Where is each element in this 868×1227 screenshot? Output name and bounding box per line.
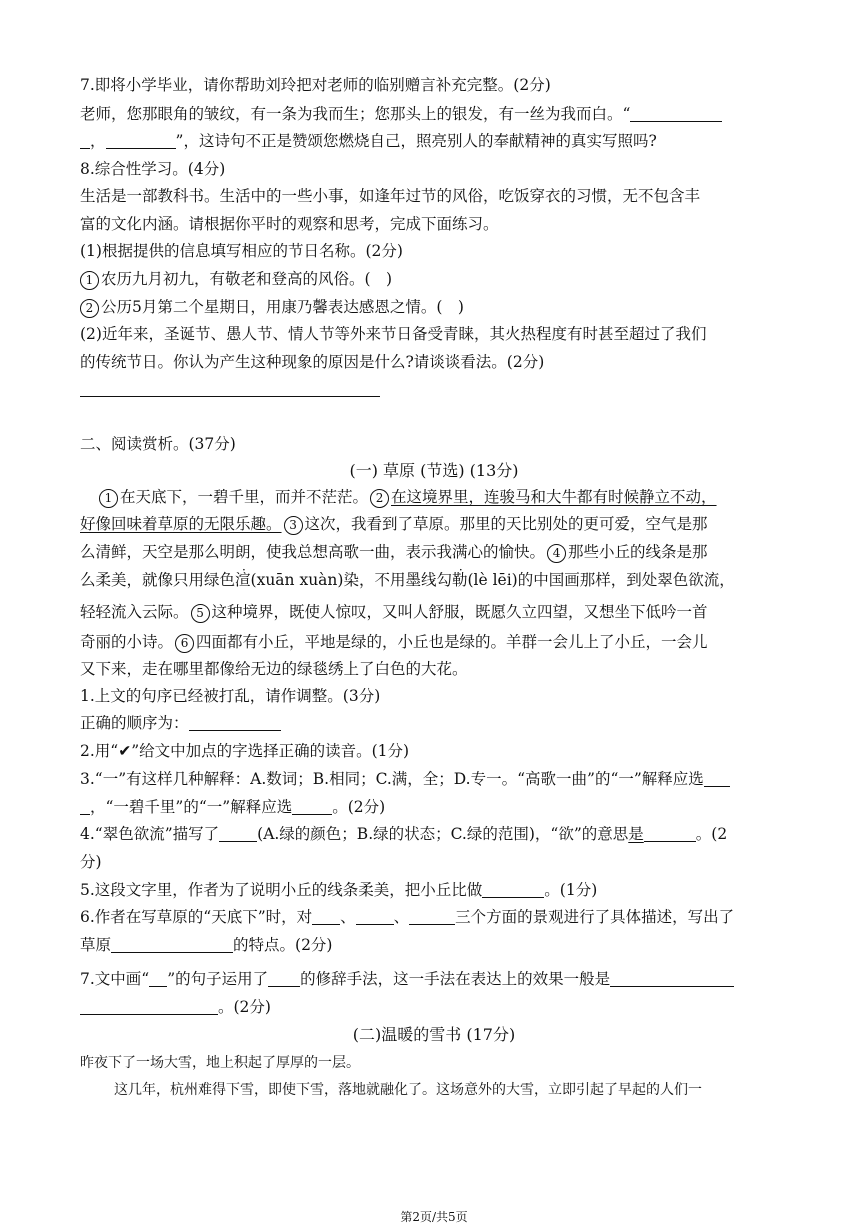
circled-number: 6 xyxy=(175,634,194,653)
q7-body1: 老师，您那眼角的皱纹，有一条为我而生；您那头上的银发，有一丝为我而白。“ xyxy=(80,105,631,123)
passage-line-2 xyxy=(80,514,708,535)
answer-blank[interactable] xyxy=(644,825,696,842)
circled-number: 2 xyxy=(80,299,99,318)
q7-comma: ， xyxy=(90,132,106,150)
q8-item-2 xyxy=(80,297,464,318)
sentence-4-cont-b: (xuān xuàn)染，不用墨线勾 xyxy=(250,571,452,589)
question-4-text-a: 4.“翠色欲流”描写了 xyxy=(80,825,220,843)
sentence-2a: 在这境界里，连骏马和大牛都有时候静立不动， xyxy=(391,488,717,506)
answer-blank[interactable] xyxy=(80,132,90,149)
sentence-3: 这次，我看到了草原。那里的天比别处的更可爱，空气是那 xyxy=(304,515,708,533)
passage-line-7: 又下来，走在哪里都像给无边的绿毯绣上了白色的大花。 xyxy=(80,660,468,678)
answer-blank[interactable] xyxy=(292,798,332,815)
answer-blank[interactable] xyxy=(80,998,218,1015)
question-2: 2.用“✔”给文中加点的字选择正确的读音。(1分) xyxy=(80,742,410,760)
question-3-line2 xyxy=(80,797,385,817)
q8-item1-text: 农历九月初九，有敬老和登高的风俗。( ) xyxy=(101,270,393,288)
q8-sub2-2: 的传统节日。你认为产生这种现象的原因是什么?请谈谈看法。(2分) xyxy=(80,353,545,371)
sentence-4-end: 轻轻流入云际。 xyxy=(80,603,189,621)
question-4-cont: 分) xyxy=(80,853,102,871)
question-7-text-c: 的修辞手法，这一手法在表达上的效果一般是 xyxy=(300,970,611,988)
section-title: 二、阅读赏析。(37分) xyxy=(80,435,236,453)
question-7-score: 。(2分) xyxy=(218,998,271,1016)
question-3-text-b: ，“一碧千里”的“一”解释应选 xyxy=(90,798,293,816)
answer-blank[interactable] xyxy=(189,714,281,731)
sentence-4-cont-a: 么柔美，就像只用绿色 xyxy=(80,571,236,589)
question-3-line1 xyxy=(80,769,730,789)
answer-blank[interactable] xyxy=(409,908,455,925)
circled-number: 1 xyxy=(80,271,99,290)
question-3-text: 3.“一”有这样几种解释：A.数词；B.相同；C.满，全；D.专一。“高歌一曲”的“一”解释应选 xyxy=(80,770,704,788)
sentence-6: 四面都有小丘，平地是绿的，小丘也是绿的。羊群一会儿上了小丘，一会儿 xyxy=(196,633,708,651)
passage1-title: (一) 草原 (节选) (13分) xyxy=(349,461,519,480)
question-4-score: 。(2 xyxy=(695,825,728,843)
q7-body-line1 xyxy=(80,104,722,124)
passage2-line-1: 昨夜下了一场大雪，地上积起了厚厚的一层。 xyxy=(80,1055,360,1071)
dotted-char: 渲 xyxy=(235,571,251,589)
sentence-2b: 好像回味着草原的无限乐趣。 xyxy=(80,515,282,533)
question-5-text: 5.这段文字里，作者为了说明小丘的线条柔美，把小丘比做 xyxy=(80,881,483,899)
answer-blank[interactable] xyxy=(111,936,233,953)
circled-number: 3 xyxy=(284,516,303,535)
passage-line-3 xyxy=(80,542,708,563)
answer-blank[interactable] xyxy=(106,132,176,149)
answer-blank[interactable] xyxy=(268,970,300,987)
question-6-text-b: 三个方面的景观进行了具体描述，写出了 xyxy=(455,908,735,926)
passage-line-6 xyxy=(80,632,708,653)
q8-intro-2: 富的文化内涵。请根据你平时的观察和思考，完成下面练习。 xyxy=(80,215,499,233)
q7-title: 7.即将小学毕业，请你帮助刘玲把对老师的临别赠言补充完整。(2分) xyxy=(80,76,551,94)
q8-sub1: (1)根据提供的信息填写相应的节日名称。(2分) xyxy=(80,242,403,260)
answer-blank[interactable] xyxy=(704,770,730,787)
answer-blank[interactable] xyxy=(630,105,722,122)
question-6-cont xyxy=(80,935,332,955)
sentence-4: 那些小丘的线条是那 xyxy=(568,543,708,561)
sentence-4-cont-c: (lè lēi)的中国画那样，到处翠色欲流， xyxy=(467,571,735,589)
passage-line-1 xyxy=(97,487,717,508)
passage2-title: (二)温暖的雪书 (17分) xyxy=(352,1025,516,1044)
answer-blank[interactable] xyxy=(80,798,90,815)
circled-number: 1 xyxy=(99,489,118,508)
question-6-text-c: 草原 xyxy=(80,936,112,954)
passage-line-4 xyxy=(80,570,735,590)
separator: 、 xyxy=(340,908,356,926)
q8-title: 8.综合性学习。(4分) xyxy=(80,160,226,178)
sentence-5-end: 奇丽的小诗。 xyxy=(80,633,174,651)
sentence-1: 在天底下，一碧千里，而并不茫茫。 xyxy=(120,488,369,506)
answer-blank[interactable] xyxy=(482,881,544,898)
question-1-answer xyxy=(80,713,281,733)
question-1: 1.上文的句序已经被打乱，请作调整。(3分) xyxy=(80,687,381,705)
answer-blank[interactable] xyxy=(610,970,734,987)
question-6 xyxy=(80,907,734,927)
circled-number: 4 xyxy=(547,544,566,563)
question-5 xyxy=(80,880,597,900)
question-6-score: 的特点。(2分) xyxy=(233,936,333,954)
answer-blank[interactable] xyxy=(312,908,340,925)
circled-number: 2 xyxy=(370,489,389,508)
q7-body-line2 xyxy=(80,131,657,151)
answer-label: 正确的顺序为： xyxy=(80,714,189,732)
question-7 xyxy=(80,969,734,989)
sentence-3-cont: 么清鲜，天空是那么明朗，使我总想高歌一曲，表示我满心的愉快。 xyxy=(80,543,546,561)
question-6-text-a: 6.作者在写草原的“天底下”时，对 xyxy=(80,908,313,926)
passage-line-5 xyxy=(80,602,708,623)
sentence-5: 这种境界，既使人惊叹，又叫人舒服，既愿久立四望，又想坐下低吟一首 xyxy=(211,603,708,621)
separator: 、 xyxy=(393,908,410,926)
passage2-line-2: 这几年，杭州难得下雪，即使下雪，落地就融化了。这场意外的大雪，立即引起了早起的人们一 xyxy=(100,1082,702,1098)
q8-sub2-1: (2)近年来，圣诞节、愚人节、情人节等外来节日备受青睐，其火热程度有时甚至超过了我们 xyxy=(80,325,707,343)
question-4-text-b: (A.绿的颜色；B.绿的状态；C.绿的范围)，“欲”的意思 xyxy=(257,825,629,843)
question-4 xyxy=(80,824,727,844)
answer-blank[interactable] xyxy=(219,825,257,842)
circled-number: 5 xyxy=(191,604,210,623)
question-7-text-a: 7.文中画“ xyxy=(80,970,150,988)
question-7-cont xyxy=(80,997,271,1017)
question-7-text-b: ”的句子运用了 xyxy=(167,970,269,988)
question-5-score: 。(1分) xyxy=(544,881,598,899)
question-3-score: 。(2分) xyxy=(332,798,386,816)
dotted-char: 勒 xyxy=(451,571,468,589)
q8-item-1 xyxy=(80,269,392,290)
q8-intro-1: 生活是一部教科书。生活中的一些小事，如逢年过节的风俗，吃饭穿衣的习惯，无不包含丰 xyxy=(80,187,701,205)
answer-blank[interactable] xyxy=(356,908,394,925)
page-footer: 第2页/共5页 xyxy=(400,1210,468,1224)
answer-line[interactable] xyxy=(80,396,380,397)
q8-item2-text: 公历5月第二个星期日，用康乃馨表达感恩之情。( ) xyxy=(101,298,464,316)
question-4-text-c: 是 xyxy=(628,825,644,843)
q7-body2: ”，这诗句不正是赞颂您燃烧自己，照亮别人的奉献精神的真实写照吗? xyxy=(175,132,657,150)
underline-sample xyxy=(149,970,167,987)
